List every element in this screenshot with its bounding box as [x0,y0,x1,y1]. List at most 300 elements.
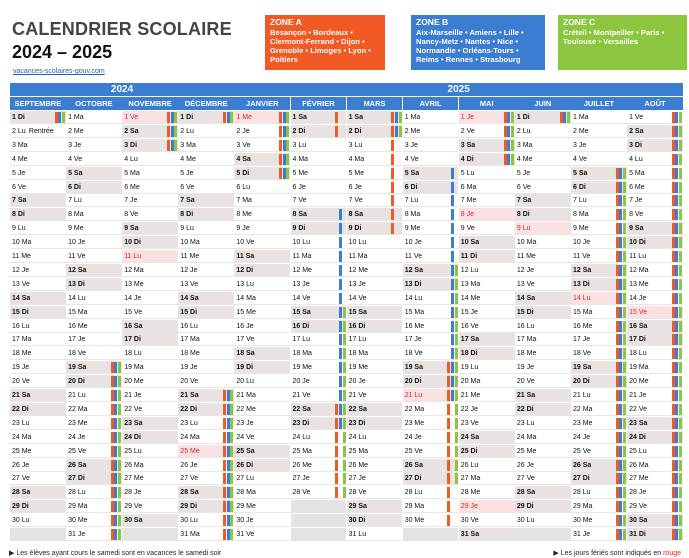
zone-b-holiday-bar [675,460,678,472]
zone-a-holiday-bar [223,404,226,416]
day-cell: 5 Di [234,167,290,180]
zone-a-title: ZONE A [270,17,302,27]
empty-day-cell [122,528,178,541]
zone-b-holiday-bar [114,501,117,513]
day-cell: 18 Me [515,347,571,360]
day-cell: 20 Me [122,375,178,388]
day-cell: 9 Lu [515,222,571,235]
day-cell: 15 Di [10,306,66,319]
zone-b-holiday-bar [619,223,622,235]
zone-b-holiday-bar [227,501,230,513]
day-cell: 18 Me [178,347,234,360]
zone-a-holiday-bar [111,432,114,444]
month-header-février: FÉVRIER [291,97,347,110]
day-cell: 21 Ve [347,389,403,402]
day-cell: 21 Je [627,389,683,402]
zone-a-holiday-bar [672,446,675,458]
zone-b-box [411,15,545,70]
zone-b-holiday-bar [675,334,678,346]
day-cell: 8 Ma [403,208,459,221]
day-cell: 30 Ve [459,514,515,527]
zone-a-holiday-bar [672,334,675,346]
day-cell: 7 Sa [10,194,66,207]
day-cell: 7 Ve [291,194,347,207]
zone-b-holiday-bar [451,279,454,291]
zone-a-holiday-bar [672,390,675,402]
website-link[interactable]: vacances-scolaires-gouv.com [13,68,105,75]
day-cell: 20 Je [347,375,403,388]
zone-c-holiday-bar [455,362,458,374]
zone-b-holiday-bar [619,182,622,194]
zone-b-holiday-bar [227,460,230,472]
zone-c-holiday-bar [118,487,121,499]
zone-b-holiday-bar [227,529,230,541]
zone-c-holiday-bar [623,501,626,513]
day-cell: 15 Sa [347,306,403,319]
day-cell: 16 Di [291,320,347,333]
day-cell: 6 Di [571,181,627,194]
zone-a-holiday-bar [111,362,114,374]
zone-a-holiday-bar [335,473,338,485]
zone-b-holiday-bar [619,321,622,333]
zone-c-title: ZONE C [563,17,596,27]
zone-c-holiday-bar [118,460,121,472]
zone-a-holiday-bar [391,126,394,138]
zone-c-holiday-bar [679,182,682,194]
zone-a-holiday-bar [279,154,282,166]
day-cell: 18 Ve [66,347,122,360]
day-cell: 30 Me [66,514,122,527]
zone-a-holiday-bar [560,112,563,124]
zone-a-holiday-bar [616,529,619,541]
day-cell: 23 Sa [122,417,178,430]
zone-b-holiday-bar [451,307,454,319]
zone-a-holiday-bar [111,487,114,499]
zone-c-holiday-bar [118,473,121,485]
zone-a-holiday-bar [672,307,675,319]
zone-b-holiday-bar [283,112,286,124]
day-cell: 28 Lu [66,486,122,499]
zone-b-holiday-bar [675,126,678,138]
zone-a-holiday-bar [616,182,619,194]
day-cell: 19 Me [347,361,403,374]
day-cell: 4 Lu [122,153,178,166]
zone-c-holiday-bar [174,112,177,124]
zone-b-holiday-bar [451,223,454,235]
zone-b-holiday-bar [451,293,454,305]
month-header-mars: MARS [347,97,403,110]
day-cell: 10 Di [627,236,683,249]
day-cell: 10 Ma [10,236,66,249]
day-cell: 8 Sa [291,208,347,221]
day-cell: 26 Je [178,459,234,472]
day-cell: 10 Je [66,236,122,249]
zone-c-holiday-bar [118,515,121,527]
zone-b-holiday-bar [675,376,678,388]
zone-c-holiday-bar [623,321,626,333]
day-cell: 22 Di [178,403,234,416]
day-cell: 16 Lu [515,320,571,333]
zone-c-holiday-bar [623,265,626,277]
day-cell: 31 Sa [459,528,515,541]
zone-b-holiday-bar [58,112,61,124]
zone-a-holiday-bar [55,112,58,124]
day-cell: 8 Di [515,208,571,221]
day-cell: 2 Lu [178,125,234,138]
day-cell: 17 Di [122,333,178,346]
day-cell: 2 Lu Rentrée [10,125,66,138]
zone-a-holiday-bar [672,362,675,374]
zone-b-holiday-bar [619,279,622,291]
day-cell: 30 Me [403,514,459,527]
zone-c-holiday-bar [623,446,626,458]
zone-c-holiday-bar [286,126,289,138]
day-cell: 26 Ma [627,459,683,472]
day-cell: 27 Ve [515,472,571,485]
zone-a-holiday-bar [672,209,675,221]
zone-c-holiday-bar [623,460,626,472]
zone-c-holiday-bar [511,112,514,124]
day-cell: 23 Je [234,417,290,430]
day-cell: 19 Sa [403,361,459,374]
day-cell: 11 Ma [347,250,403,263]
zone-b-holiday-bar [451,209,454,221]
zone-c-holiday-bar [679,390,682,402]
zone-c-holiday-bar [679,460,682,472]
zone-a-holiday-bar [223,487,226,499]
month-header-janvier: JANVIER [234,97,290,110]
zone-c-holiday-bar [679,404,682,416]
day-cell: 11 Di [459,250,515,263]
zone-c-holiday-bar [343,432,346,444]
zone-a-holiday-bar [111,404,114,416]
day-cell: 12 Me [291,264,347,277]
day-cell: 20 Me [627,375,683,388]
zone-b-holiday-bar [675,293,678,305]
day-cell: 20 Ve [10,375,66,388]
day-cell: 29 Sa [347,500,403,513]
zone-a-holiday-bar [504,112,507,124]
zone-a-holiday-bar [616,307,619,319]
day-cell: 25 Me [178,445,234,458]
zone-b-holiday-bar [675,418,678,430]
day-cell: 22 Sa [347,403,403,416]
zone-b-holiday-bar [619,404,622,416]
zone-c-holiday-bar [623,334,626,346]
day-cell: 28 Ve [347,486,403,499]
zone-c-holiday-bar [343,460,346,472]
zone-b-holiday-bar [339,321,342,333]
zone-b-holiday-bar [339,362,342,374]
day-cell: 23 Me [403,417,459,430]
zone-b-holiday-bar [619,334,622,346]
day-cell: 14 Je [627,292,683,305]
day-cell: 23 Lu [178,417,234,430]
day-cell: 10 Je [571,236,627,249]
day-cell: 2 Me [571,125,627,138]
zone-a-holiday-bar [167,126,170,138]
day-cell: 15 Di [178,306,234,319]
day-cell: 7 Je [122,194,178,207]
zone-c-holiday-bar [230,501,233,513]
day-cell: 27 Je [291,472,347,485]
day-cell: 24 Lu [291,431,347,444]
day-cell: 20 Di [66,375,122,388]
day-cell: 15 Sa [291,306,347,319]
day-cell: 5 Je [178,167,234,180]
day-cell: 30 Je [234,514,290,527]
zone-b-holiday-bar [675,223,678,235]
zone-b-holiday-bar [451,390,454,402]
zone-b-holiday-bar [619,168,622,180]
empty-day-cell [10,528,66,541]
zone-c-holiday-bar [230,418,233,430]
day-cell: 25 Di [459,445,515,458]
zone-b-holiday-bar [619,237,622,249]
day-cell: 1 Ma [403,111,459,124]
zone-a-holiday-bar [616,334,619,346]
zone-c-holiday-bar [623,182,626,194]
zone-c-holiday-bar [343,418,346,430]
day-cell: 8 Ma [66,208,122,221]
zone-a-holiday-bar [111,376,114,388]
day-cell: 3 Ma [10,139,66,152]
zone-c-holiday-bar [343,362,346,374]
zone-a-holiday-bar [447,473,450,485]
zone-c-holiday-bar [623,237,626,249]
day-cell: 25 Ve [403,445,459,458]
zone-c-holiday-bar [623,223,626,235]
day-cell: 19 Me [291,361,347,374]
day-cell: 30 Sa [627,514,683,527]
zone-c-holiday-bar [623,362,626,374]
day-cell: 29 Di [515,500,571,513]
title-line-1: CALENDRIER SCOLAIRE [12,19,232,39]
zone-c-holiday-bar [623,195,626,207]
day-cell: 23 Sa [627,417,683,430]
zone-c-holiday-bar [343,446,346,458]
day-cell: 5 Ma [122,167,178,180]
zone-a-holiday-bar [391,168,394,180]
day-cell: 24 Ve [234,431,290,444]
zone-b-holiday-bar [114,390,117,402]
day-cell: 8 Je [459,208,515,221]
zone-c-holiday-bar [623,515,626,527]
day-cell: 22 Di [10,403,66,416]
day-cell: 18 Ma [291,347,347,360]
zone-c-holiday-bar [623,209,626,221]
zone-b-holiday-bar [619,446,622,458]
zone-a-holiday-bar [447,404,450,416]
zone-b-holiday-bar [507,140,510,152]
empty-day-cell [515,528,571,541]
day-cell: 11 Lu [627,250,683,263]
day-cell: 23 Me [66,417,122,430]
day-cell: 13 Me [122,278,178,291]
day-cell: 6 Ma [459,181,515,194]
zone-a-holiday-bar [504,140,507,152]
zone-b-holiday-bar [227,432,230,444]
zone-b-holiday-bar [339,223,342,235]
day-cell: 18 Ma [347,347,403,360]
zone-a-holiday-bar [616,195,619,207]
zone-b-holiday-bar [675,279,678,291]
zone-c-holiday-bar [230,112,233,124]
zone-a-holiday-bar [616,251,619,263]
day-cell: 16 Sa [122,320,178,333]
day-cell: 8 Di [10,208,66,221]
day-cell: 12 Sa [66,264,122,277]
day-cell: 25 Sa [234,445,290,458]
day-cell: 3 Je [571,139,627,152]
zone-c-holiday-bar [623,307,626,319]
zone-b-holiday-bar [675,251,678,263]
day-cell: 1 Ma [571,111,627,124]
day-cell: 30 Lu [515,514,571,527]
zone-b-holiday-bar [451,321,454,333]
zone-a-holiday-bar [279,112,282,124]
zone-b-holiday-bar [339,348,342,360]
day-cell: 13 Di [403,278,459,291]
day-cell: 22 Je [459,403,515,416]
day-cell: 12 Je [178,264,234,277]
zone-c-holiday-bar [343,390,346,402]
day-cell: 11 Me [178,250,234,263]
zone-c-holiday-bar [455,418,458,430]
day-cell: 1 Ve [122,111,178,124]
zone-a-holiday-bar [672,515,675,527]
day-cell: 3 Lu [291,139,347,152]
day-cell: 24 Ma [10,431,66,444]
day-cell: 14 Me [459,292,515,305]
zone-c-holiday-bar [62,112,65,124]
day-cell: 25 Me [515,445,571,458]
day-cell: 28 Sa [10,486,66,499]
zone-a-holiday-bar [616,418,619,430]
zone-b-holiday-bar [283,154,286,166]
day-cell: 30 Sa [122,514,178,527]
day-cell: 22 Ve [627,403,683,416]
day-cell: 6 Di [403,181,459,194]
day-cell: 12 Di [234,264,290,277]
day-cell: 14 Ma [234,292,290,305]
day-cell: 29 Ve [627,500,683,513]
zone-a-holiday-bar [223,460,226,472]
zone-b-holiday-bar [114,515,117,527]
day-cell: 3 Ve [234,139,290,152]
day-cell: 5 Je [515,167,571,180]
zone-a-holiday-bar [447,390,450,402]
day-cell: 31 Ve [234,528,290,541]
zone-c-holiday-bar [623,390,626,402]
day-cell: 16 Me [403,320,459,333]
zone-a-holiday-bar [335,404,338,416]
day-cell: 4 Ma [291,153,347,166]
zone-c-holiday-bar [623,251,626,263]
day-cell: 3 Lu [347,139,403,152]
zone-a-holiday-bar [672,501,675,513]
zone-a-holiday-bar [335,446,338,458]
day-cell: 3 Sa [459,139,515,152]
zone-c-holiday-bar [623,168,626,180]
zone-b-holiday-bar [114,460,117,472]
zone-c-holiday-bar [679,237,682,249]
day-cell: 13 Ve [515,278,571,291]
zone-c-holiday-bar [118,432,121,444]
zone-c-holiday-bar [455,348,458,360]
day-cell: 16 Me [571,320,627,333]
day-cell: 23 Lu [515,417,571,430]
day-cell: 14 Sa [10,292,66,305]
day-cell: 18 Lu [627,347,683,360]
day-cell: 9 Di [291,222,347,235]
day-cell: 20 Je [291,375,347,388]
month-header-avril: AVRIL [403,97,459,110]
zone-a-holiday-bar [672,418,675,430]
zone-a-holiday-bar [616,390,619,402]
day-cell: 28 Ve [291,486,347,499]
zone-c-holiday-bar [118,404,121,416]
month-header-mai: MAI [459,97,515,110]
zone-b-holiday-bar [563,112,566,124]
day-cell: 4 Di [459,153,515,166]
day-cell: 18 Ve [403,347,459,360]
zone-c-holiday-bar [623,404,626,416]
zone-a-holiday-bar [447,418,450,430]
zone-b-holiday-bar [171,140,174,152]
day-cell: 21 Sa [515,389,571,402]
zone-c-holiday-bar [679,334,682,346]
zone-c-holiday-bar [679,293,682,305]
zone-a-holiday-bar [279,126,282,138]
zone-c-holiday-bar [455,334,458,346]
day-cell: 5 Ma [627,167,683,180]
zone-a-holiday-bar [504,154,507,166]
day-cell: 12 Me [347,264,403,277]
day-cell: 23 Me [571,417,627,430]
day-cell: 8 Di [178,208,234,221]
day-cell: 26 Me [291,459,347,472]
zone-c-holiday-bar [230,446,233,458]
day-cell: 10 Lu [291,236,347,249]
day-cell: 10 Lu [347,236,403,249]
zone-c-holiday-bar [230,390,233,402]
day-cell: 7 Ma [234,194,290,207]
day-cell: 23 Lu [10,417,66,430]
day-cell: 4 Lu [627,153,683,166]
zone-c-holiday-bar [623,376,626,388]
zone-c-holiday-bar [679,195,682,207]
zone-a-holiday-bar [391,182,394,194]
day-cell: 26 Di [234,459,290,472]
zone-a-holiday-bar [616,487,619,499]
zone-c-holiday-bar [511,126,514,138]
zone-a-holiday-bar [223,515,226,527]
day-cell: 29 Je [459,500,515,513]
day-cell: 13 Ve [10,278,66,291]
zone-a-holiday-bar [111,418,114,430]
day-cell: 9 Di [347,222,403,235]
zone-a-holiday-bar [335,432,338,444]
zone-c-holiday-bar [511,154,514,166]
day-cell: 2 Sa [627,125,683,138]
day-cell: 9 Me [403,222,459,235]
zone-b-holiday-bar [675,237,678,249]
zone-c-holiday-bar [118,390,121,402]
zone-c-holiday-bar [623,529,626,541]
zone-a-holiday-bar [672,487,675,499]
zone-b-holiday-bar [451,362,454,374]
